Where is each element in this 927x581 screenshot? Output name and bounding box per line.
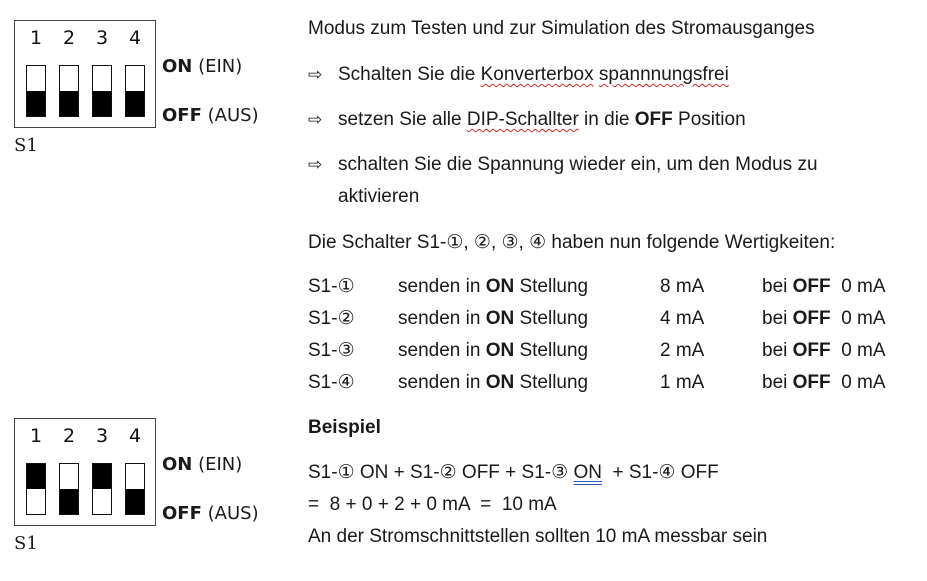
arrow-icon: ⇨: [308, 155, 323, 175]
switch-number-2: 2: [62, 425, 76, 447]
switch-name: S1: [14, 135, 38, 156]
dip-switch-frame: [14, 20, 156, 128]
off-label: OFF (AUS): [162, 503, 259, 524]
on-label: ON (EIN): [162, 454, 243, 475]
example-heading: Beispiel: [308, 417, 381, 438]
mode-heading: Modus zum Testen und zur Simulation des Stromausganges: [308, 18, 815, 39]
step-3-line-1: schalten Sie die Spannung wieder ein, um den Modus zu: [338, 154, 818, 175]
dip-toggle-3: [92, 463, 112, 515]
step-1: Schalten Sie die Konverterbox spannnungsfrei: [338, 64, 729, 85]
table-row: [308, 372, 908, 394]
switch-id: S1-②: [308, 308, 355, 329]
dip-toggle-2: [59, 65, 79, 117]
example-line-1: S1-① ON + S1-② OFF + S1-③ ON + S1-④ OFF: [308, 462, 719, 483]
values-intro: Die Schalter S1-①, ②, ③, ④ haben nun folgende Wertigkeiten:: [308, 232, 836, 253]
arrow-icon: ⇨: [308, 110, 323, 130]
switch-id: S1-④: [308, 372, 355, 393]
on-value: 8 mA: [660, 276, 705, 297]
off-label: OFF (AUS): [162, 105, 259, 126]
switch-id: S1-①: [308, 276, 355, 297]
switch-number-3: 3: [95, 425, 109, 447]
on-value: 4 mA: [660, 308, 705, 329]
off-value: bei OFF 0 mA: [762, 308, 886, 329]
description: senden in ON Stellung: [398, 340, 589, 361]
table-row: [308, 340, 908, 362]
description: senden in ON Stellung: [398, 308, 589, 329]
switch-number-1: 1: [29, 425, 43, 447]
on-value: 1 mA: [660, 372, 705, 393]
dip-toggle-4: [125, 65, 145, 117]
arrow-icon: ⇨: [308, 65, 323, 85]
example-line-3: An der Stromschnittstellen sollten 10 mA messbar sein: [308, 526, 768, 547]
off-value: bei OFF 0 mA: [762, 276, 886, 297]
switch-number-2: 2: [62, 27, 76, 49]
on-value: 2 mA: [660, 340, 705, 361]
on-label: ON (EIN): [162, 56, 243, 77]
switch-number-3: 3: [95, 27, 109, 49]
dip-toggle-4: [125, 463, 145, 515]
switch-number-4: 4: [128, 27, 142, 49]
example-line-2: = 8 + 0 + 2 + 0 mA = 10 mA: [308, 494, 557, 515]
switch-number-4: 4: [128, 425, 142, 447]
dip-toggle-2: [59, 463, 79, 515]
off-value: bei OFF 0 mA: [762, 372, 886, 393]
switch-id: S1-③: [308, 340, 355, 361]
step-2: setzen Sie alle DIP-Schallter in die OFF Position: [338, 109, 746, 130]
switch-name: S1: [14, 533, 38, 554]
dip-toggle-1: [26, 463, 46, 515]
table-row: [308, 276, 908, 298]
description: senden in ON Stellung: [398, 372, 589, 393]
step-3-line-2: aktivieren: [338, 186, 420, 207]
dip-toggle-1: [26, 65, 46, 117]
dip-toggle-3: [92, 65, 112, 117]
table-row: [308, 308, 908, 330]
dip-switch-frame: [14, 418, 156, 526]
description: senden in ON Stellung: [398, 276, 589, 297]
off-value: bei OFF 0 mA: [762, 340, 886, 361]
switch-number-1: 1: [29, 27, 43, 49]
